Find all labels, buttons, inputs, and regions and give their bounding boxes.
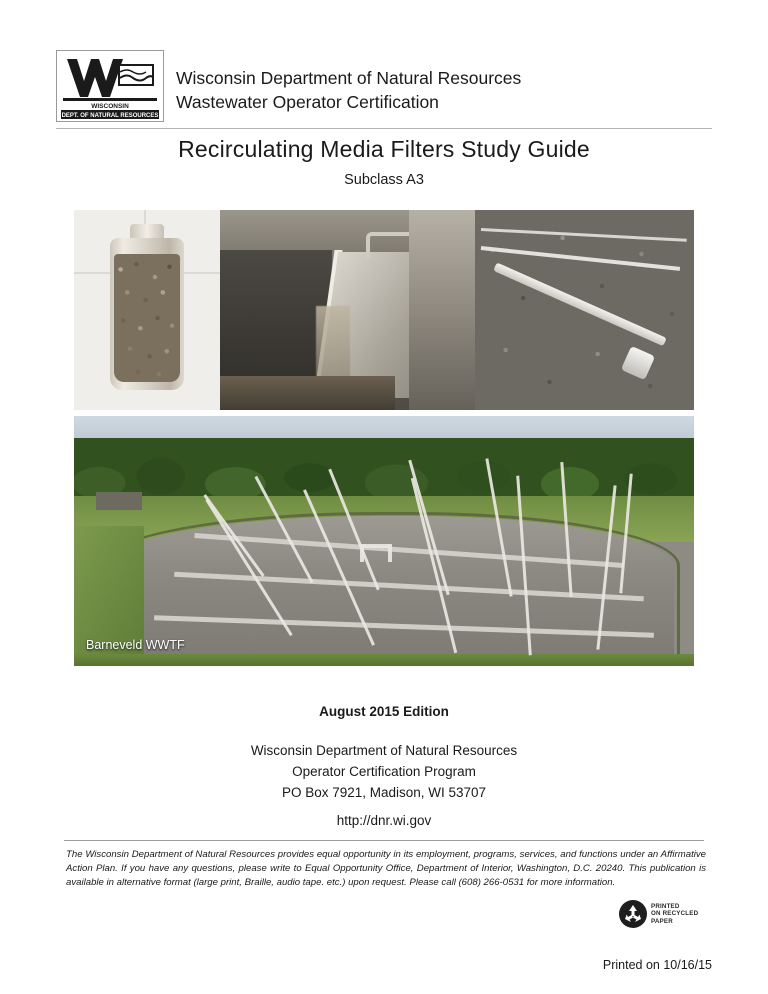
agency-line-2: Wastewater Operator Certification	[176, 92, 439, 112]
photo-strip-top	[74, 210, 694, 410]
wisconsin-dnr-logo	[56, 50, 164, 122]
recycled-paper-text	[651, 903, 698, 926]
svg-text:WISCONSIN: WISCONSIN	[91, 103, 129, 110]
photo-barneveld-wwtf	[74, 416, 694, 666]
svg-text:DEPT. OF NATURAL RESOURCES: DEPT. OF NATURAL RESOURCES	[61, 113, 159, 119]
cover-image-collage	[74, 210, 694, 666]
recycled-line-3: PAPER	[651, 917, 673, 925]
wisconsin-dnr-logo-icon	[57, 51, 163, 121]
recycled-paper-badge	[618, 898, 710, 930]
address-line-2: Operator Certification Program	[292, 764, 476, 779]
document-header	[56, 50, 712, 122]
page-subtitle: Subclass A3	[344, 172, 424, 188]
website-link[interactable]: http://dnr.wi.gov	[336, 813, 432, 828]
address-line-1: Wisconsin Department of Natural Resources	[250, 743, 518, 758]
edition-line: August 2015 Edition	[319, 704, 449, 719]
address-line-3: PO Box 7921, Madison, WI 53707	[281, 785, 487, 800]
footer-divider	[64, 840, 704, 841]
photo-distribution-pipe	[475, 210, 694, 410]
page-title: Recirculating Media Filters Study Guide	[178, 136, 590, 162]
agency-line-1: Wisconsin Department of Natural Resources	[176, 68, 522, 88]
header-divider	[56, 128, 712, 129]
recycled-line-1: PRINTED	[651, 902, 680, 910]
recycle-icon	[618, 899, 648, 929]
address-block	[0, 740, 768, 803]
disclaimer-text: The Wisconsin Department of Natural Resources provides equal opportunity in its employment, programs, services, and functions under an Affirmative Action Plan. If you have any questions, please write to Equal Opportunity Office, Department of Interior, Washington, D.C. 20240. This publication is available in alternative format (large print, Braille, audio tape. etc.) upon request. Please call (608) 266-0531 for more information.	[66, 849, 706, 888]
recycled-line-2: ON RECYCLED	[651, 910, 699, 918]
agency-title-block	[176, 50, 521, 114]
photo-overlay-label: Barneveld WWTF	[86, 638, 185, 652]
photo-concrete-weir	[220, 210, 475, 410]
printed-on-date: Printed on 10/16/15	[602, 958, 712, 972]
photo-media-jar	[74, 210, 220, 410]
